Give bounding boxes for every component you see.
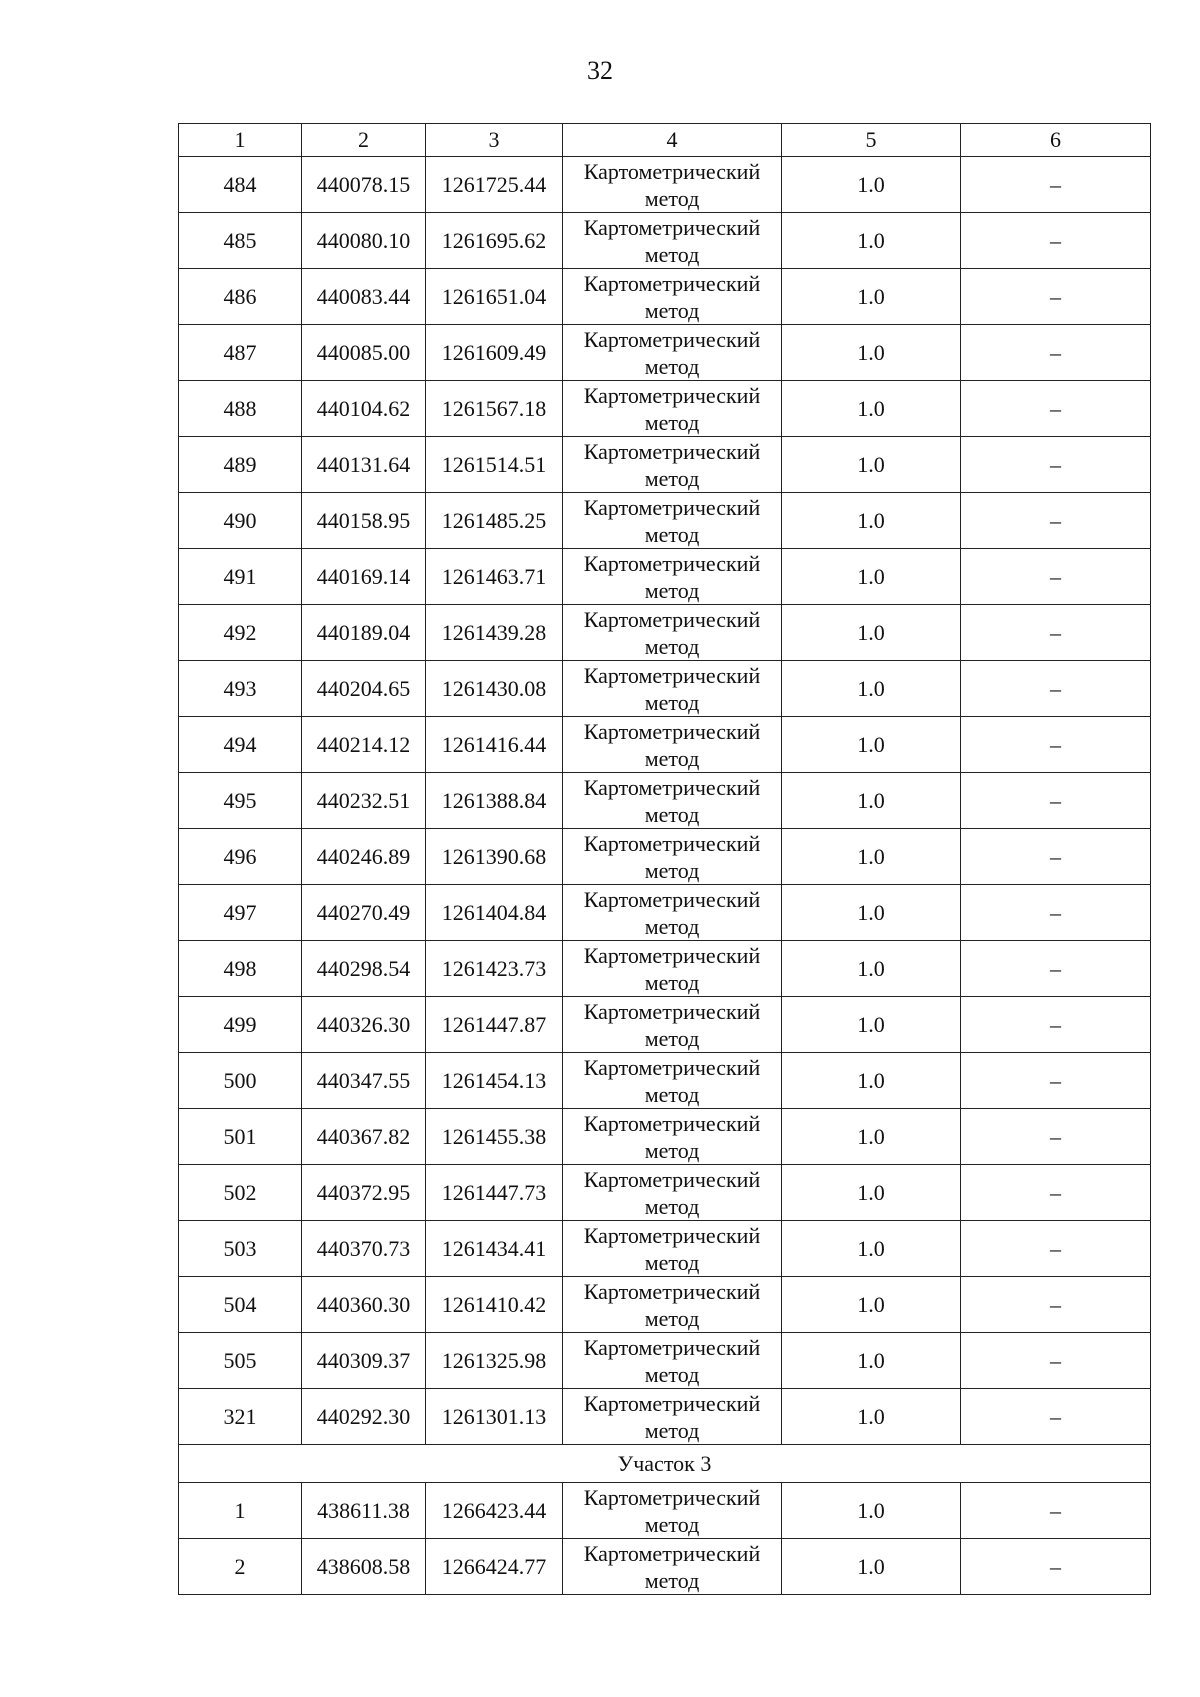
x-coordinate-cell: 440326.30 xyxy=(302,997,426,1053)
method-cell xyxy=(563,605,782,661)
point-number-cell: 486 xyxy=(179,269,302,325)
point-number-cell: 490 xyxy=(179,493,302,549)
accuracy-cell: 1.0 xyxy=(782,773,961,829)
method-line-2: метод xyxy=(644,1417,700,1443)
y-coordinate-cell: 1261404.84 xyxy=(426,885,563,941)
method-line-1: Картометрический xyxy=(583,1222,761,1248)
x-coordinate-cell: 440232.51 xyxy=(302,773,426,829)
x-coordinate-cell: 440246.89 xyxy=(302,829,426,885)
x-coordinate-cell: 440085.00 xyxy=(302,325,426,381)
method-line-2: метод xyxy=(644,745,700,771)
table-row xyxy=(179,437,1151,493)
method-line-1: Картометрический xyxy=(583,998,761,1024)
method-line-2: метод xyxy=(644,1567,700,1593)
method-line-2: метод xyxy=(644,1081,700,1107)
method-line-2: метод xyxy=(644,1511,700,1537)
method-line-2: метод xyxy=(644,297,700,323)
method-line-2: метод xyxy=(644,969,700,995)
note-cell: – xyxy=(961,213,1151,269)
accuracy-cell: 1.0 xyxy=(782,549,961,605)
accuracy-cell: 1.0 xyxy=(782,829,961,885)
point-number-cell: 504 xyxy=(179,1277,302,1333)
method-line-2: метод xyxy=(644,577,700,603)
point-number-cell: 499 xyxy=(179,997,302,1053)
table-row xyxy=(179,829,1151,885)
note-cell: – xyxy=(961,661,1151,717)
table-row xyxy=(179,213,1151,269)
table-row xyxy=(179,549,1151,605)
method-cell xyxy=(563,269,782,325)
note-cell: – xyxy=(961,717,1151,773)
method-line-1: Картометрический xyxy=(583,1166,761,1192)
y-coordinate-cell: 1261485.25 xyxy=(426,493,563,549)
y-coordinate-cell: 1261567.18 xyxy=(426,381,563,437)
method-line-1: Картометрический xyxy=(583,1334,761,1360)
table-row xyxy=(179,381,1151,437)
accuracy-cell: 1.0 xyxy=(782,1165,961,1221)
note-cell: – xyxy=(961,437,1151,493)
method-cell xyxy=(563,1277,782,1333)
table-row xyxy=(179,1539,1151,1595)
x-coordinate-cell: 440367.82 xyxy=(302,1109,426,1165)
method-line-1: Картометрический xyxy=(583,214,761,240)
note-cell: – xyxy=(961,941,1151,997)
x-coordinate-cell: 440189.04 xyxy=(302,605,426,661)
table-row xyxy=(179,325,1151,381)
method-line-1: Картометрический xyxy=(583,1540,761,1566)
table-row xyxy=(179,157,1151,213)
table-row xyxy=(179,941,1151,997)
method-line-2: метод xyxy=(644,1025,700,1051)
note-cell: – xyxy=(961,773,1151,829)
y-coordinate-cell: 1261423.73 xyxy=(426,941,563,997)
accuracy-cell: 1.0 xyxy=(782,381,961,437)
x-coordinate-cell: 440360.30 xyxy=(302,1277,426,1333)
x-coordinate-cell: 440131.64 xyxy=(302,437,426,493)
method-line-2: метод xyxy=(644,185,700,211)
accuracy-cell: 1.0 xyxy=(782,1109,961,1165)
point-number-cell: 484 xyxy=(179,157,302,213)
note-cell: – xyxy=(961,997,1151,1053)
accuracy-cell: 1.0 xyxy=(782,1333,961,1389)
method-cell xyxy=(563,1221,782,1277)
x-coordinate-cell: 438611.38 xyxy=(302,1483,426,1539)
table-row xyxy=(179,1277,1151,1333)
method-cell xyxy=(563,941,782,997)
note-cell: – xyxy=(961,1221,1151,1277)
method-cell xyxy=(563,213,782,269)
point-number-cell: 505 xyxy=(179,1333,302,1389)
method-cell xyxy=(563,549,782,605)
y-coordinate-cell: 1261439.28 xyxy=(426,605,563,661)
method-line-1: Картометрический xyxy=(583,1390,761,1416)
y-coordinate-cell: 1261725.44 xyxy=(426,157,563,213)
note-cell: – xyxy=(961,885,1151,941)
method-line-1: Картометрический xyxy=(583,382,761,408)
point-number-cell: 501 xyxy=(179,1109,302,1165)
header-cell: 5 xyxy=(782,124,961,157)
point-number-cell: 493 xyxy=(179,661,302,717)
method-line-1: Картометрический xyxy=(583,886,761,912)
y-coordinate-cell: 1266423.44 xyxy=(426,1483,563,1539)
method-line-1: Картометрический xyxy=(583,270,761,296)
point-number-cell: 494 xyxy=(179,717,302,773)
accuracy-cell: 1.0 xyxy=(782,213,961,269)
note-cell: – xyxy=(961,1277,1151,1333)
x-coordinate-cell: 440104.62 xyxy=(302,381,426,437)
method-line-1: Картометрический xyxy=(583,718,761,744)
method-line-1: Картометрический xyxy=(583,326,761,352)
x-coordinate-cell: 440080.10 xyxy=(302,213,426,269)
table-row xyxy=(179,493,1151,549)
point-number-cell: 488 xyxy=(179,381,302,437)
method-line-2: метод xyxy=(644,801,700,827)
method-line-1: Картометрический xyxy=(583,158,761,184)
y-coordinate-cell: 1261695.62 xyxy=(426,213,563,269)
x-coordinate-cell: 440204.65 xyxy=(302,661,426,717)
note-cell: – xyxy=(961,1539,1151,1595)
y-coordinate-cell: 1261651.04 xyxy=(426,269,563,325)
header-cell: 1 xyxy=(179,124,302,157)
method-line-2: метод xyxy=(644,1193,700,1219)
table-row xyxy=(179,885,1151,941)
x-coordinate-cell: 440370.73 xyxy=(302,1221,426,1277)
method-cell xyxy=(563,997,782,1053)
x-coordinate-cell: 440372.95 xyxy=(302,1165,426,1221)
y-coordinate-cell: 1261325.98 xyxy=(426,1333,563,1389)
method-cell xyxy=(563,381,782,437)
accuracy-cell: 1.0 xyxy=(782,437,961,493)
accuracy-cell: 1.0 xyxy=(782,1483,961,1539)
method-line-1: Картометрический xyxy=(583,1110,761,1136)
method-line-2: метод xyxy=(644,241,700,267)
note-cell: – xyxy=(961,829,1151,885)
point-number-cell: 498 xyxy=(179,941,302,997)
method-cell xyxy=(563,1539,782,1595)
note-cell: – xyxy=(961,157,1151,213)
note-cell: – xyxy=(961,1483,1151,1539)
accuracy-cell: 1.0 xyxy=(782,1389,961,1445)
header-cell: 4 xyxy=(563,124,782,157)
method-line-1: Картометрический xyxy=(583,606,761,632)
x-coordinate-cell: 440078.15 xyxy=(302,157,426,213)
section-title: Участок 3 xyxy=(179,1445,1151,1483)
point-number-cell: 485 xyxy=(179,213,302,269)
note-cell: – xyxy=(961,1109,1151,1165)
point-number-cell: 496 xyxy=(179,829,302,885)
point-number-cell: 487 xyxy=(179,325,302,381)
method-cell xyxy=(563,885,782,941)
note-cell: – xyxy=(961,1053,1151,1109)
y-coordinate-cell: 1261447.87 xyxy=(426,997,563,1053)
x-coordinate-cell: 440169.14 xyxy=(302,549,426,605)
point-number-cell: 492 xyxy=(179,605,302,661)
method-cell xyxy=(563,829,782,885)
table-row xyxy=(179,1333,1151,1389)
accuracy-cell: 1.0 xyxy=(782,1221,961,1277)
method-cell xyxy=(563,773,782,829)
method-line-2: метод xyxy=(644,1361,700,1387)
method-line-2: метод xyxy=(644,633,700,659)
accuracy-cell: 1.0 xyxy=(782,269,961,325)
method-line-1: Картометрический xyxy=(583,662,761,688)
accuracy-cell: 1.0 xyxy=(782,1053,961,1109)
point-number-cell: 495 xyxy=(179,773,302,829)
table-row xyxy=(179,1221,1151,1277)
method-cell xyxy=(563,157,782,213)
note-cell: – xyxy=(961,493,1151,549)
y-coordinate-cell: 1261301.13 xyxy=(426,1389,563,1445)
method-cell xyxy=(563,1053,782,1109)
method-line-2: метод xyxy=(644,1137,700,1163)
header-cell: 2 xyxy=(302,124,426,157)
method-cell xyxy=(563,437,782,493)
table-row xyxy=(179,1053,1151,1109)
method-line-1: Картометрический xyxy=(583,942,761,968)
table-row xyxy=(179,1109,1151,1165)
method-cell xyxy=(563,1165,782,1221)
note-cell: – xyxy=(961,605,1151,661)
y-coordinate-cell: 1266424.77 xyxy=(426,1539,563,1595)
table-row xyxy=(179,1165,1151,1221)
table-row xyxy=(179,717,1151,773)
y-coordinate-cell: 1261410.42 xyxy=(426,1277,563,1333)
accuracy-cell: 1.0 xyxy=(782,885,961,941)
coordinates-table-body xyxy=(179,124,1151,1595)
accuracy-cell: 1.0 xyxy=(782,157,961,213)
method-line-1: Картометрический xyxy=(583,438,761,464)
method-line-2: метод xyxy=(644,1305,700,1331)
method-line-1: Картометрический xyxy=(583,1278,761,1304)
point-number-cell: 321 xyxy=(179,1389,302,1445)
table-row xyxy=(179,773,1151,829)
method-line-2: метод xyxy=(644,465,700,491)
x-coordinate-cell: 440309.37 xyxy=(302,1333,426,1389)
x-coordinate-cell: 440347.55 xyxy=(302,1053,426,1109)
note-cell: – xyxy=(961,1165,1151,1221)
x-coordinate-cell: 440298.54 xyxy=(302,941,426,997)
method-cell xyxy=(563,661,782,717)
note-cell: – xyxy=(961,381,1151,437)
method-line-2: метод xyxy=(644,1249,700,1275)
method-line-1: Картометрический xyxy=(583,550,761,576)
note-cell: – xyxy=(961,549,1151,605)
x-coordinate-cell: 440158.95 xyxy=(302,493,426,549)
table-row xyxy=(179,605,1151,661)
method-line-2: метод xyxy=(644,521,700,547)
method-line-2: метод xyxy=(644,913,700,939)
point-number-cell: 491 xyxy=(179,549,302,605)
y-coordinate-cell: 1261388.84 xyxy=(426,773,563,829)
x-coordinate-cell: 440292.30 xyxy=(302,1389,426,1445)
method-line-2: метод xyxy=(644,689,700,715)
accuracy-cell: 1.0 xyxy=(782,941,961,997)
y-coordinate-cell: 1261609.49 xyxy=(426,325,563,381)
accuracy-cell: 1.0 xyxy=(782,717,961,773)
accuracy-cell: 1.0 xyxy=(782,493,961,549)
method-cell xyxy=(563,1109,782,1165)
y-coordinate-cell: 1261463.71 xyxy=(426,549,563,605)
accuracy-cell: 1.0 xyxy=(782,1277,961,1333)
y-coordinate-cell: 1261455.38 xyxy=(426,1109,563,1165)
table-row xyxy=(179,1483,1151,1539)
table-row xyxy=(179,1389,1151,1445)
point-number-cell: 502 xyxy=(179,1165,302,1221)
method-cell xyxy=(563,717,782,773)
y-coordinate-cell: 1261416.44 xyxy=(426,717,563,773)
method-line-1: Картометрический xyxy=(583,1484,761,1510)
y-coordinate-cell: 1261434.41 xyxy=(426,1221,563,1277)
page-number: 32 xyxy=(587,56,613,85)
section-row xyxy=(179,1445,1151,1483)
accuracy-cell: 1.0 xyxy=(782,997,961,1053)
note-cell: – xyxy=(961,269,1151,325)
method-line-2: метод xyxy=(644,857,700,883)
coordinates-table xyxy=(178,123,1151,1595)
y-coordinate-cell: 1261514.51 xyxy=(426,437,563,493)
point-number-cell: 489 xyxy=(179,437,302,493)
y-coordinate-cell: 1261454.13 xyxy=(426,1053,563,1109)
point-number-cell: 1 xyxy=(179,1483,302,1539)
header-row xyxy=(179,124,1151,157)
method-cell xyxy=(563,325,782,381)
table-row xyxy=(179,661,1151,717)
header-cell: 6 xyxy=(961,124,1151,157)
method-line-2: метод xyxy=(644,353,700,379)
y-coordinate-cell: 1261447.73 xyxy=(426,1165,563,1221)
accuracy-cell: 1.0 xyxy=(782,325,961,381)
x-coordinate-cell: 440270.49 xyxy=(302,885,426,941)
y-coordinate-cell: 1261390.68 xyxy=(426,829,563,885)
accuracy-cell: 1.0 xyxy=(782,1539,961,1595)
y-coordinate-cell: 1261430.08 xyxy=(426,661,563,717)
x-coordinate-cell: 440214.12 xyxy=(302,717,426,773)
method-cell xyxy=(563,1333,782,1389)
method-line-1: Картометрический xyxy=(583,774,761,800)
method-cell xyxy=(563,493,782,549)
point-number-cell: 503 xyxy=(179,1221,302,1277)
table-row xyxy=(179,269,1151,325)
method-cell xyxy=(563,1483,782,1539)
point-number-cell: 2 xyxy=(179,1539,302,1595)
method-line-2: метод xyxy=(644,409,700,435)
method-line-1: Картометрический xyxy=(583,1054,761,1080)
method-line-1: Картометрический xyxy=(583,494,761,520)
accuracy-cell: 1.0 xyxy=(782,605,961,661)
point-number-cell: 500 xyxy=(179,1053,302,1109)
point-number-cell: 497 xyxy=(179,885,302,941)
x-coordinate-cell: 440083.44 xyxy=(302,269,426,325)
note-cell: – xyxy=(961,325,1151,381)
accuracy-cell: 1.0 xyxy=(782,661,961,717)
x-coordinate-cell: 438608.58 xyxy=(302,1539,426,1595)
note-cell: – xyxy=(961,1333,1151,1389)
note-cell: – xyxy=(961,1389,1151,1445)
method-line-1: Картометрический xyxy=(583,830,761,856)
method-cell xyxy=(563,1389,782,1445)
header-cell: 3 xyxy=(426,124,563,157)
table-row xyxy=(179,997,1151,1053)
